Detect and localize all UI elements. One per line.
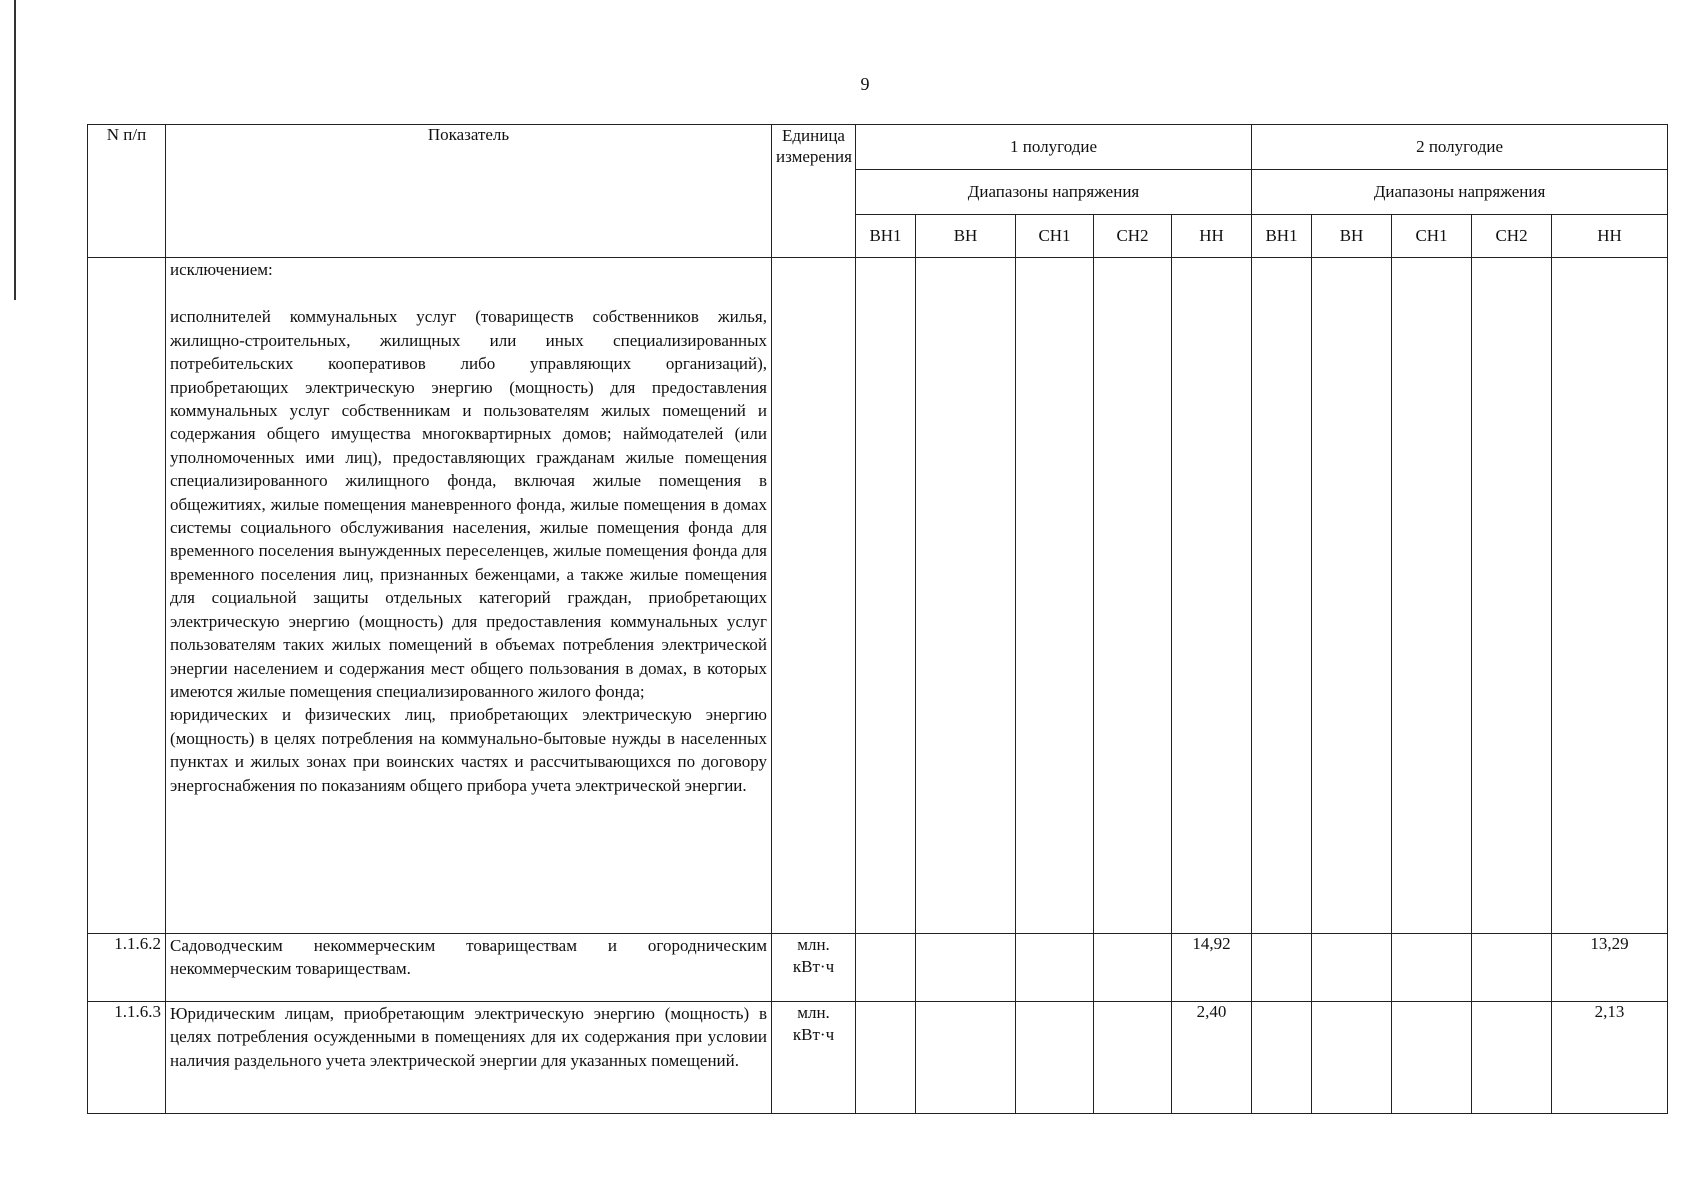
header-h2-nn: НН (1552, 215, 1668, 258)
header-num: N п/п (88, 125, 166, 258)
unit-cell (772, 934, 856, 1002)
table-row (88, 934, 1668, 1002)
value-cell (916, 258, 1016, 934)
header-h1-nn: НН (1172, 215, 1252, 258)
indicator-text-continued (166, 258, 772, 934)
unit-line-2: кВт·ч (792, 1025, 835, 1044)
table-row (88, 1002, 1668, 1114)
header-indicator: Показатель (166, 125, 772, 258)
header-range-2: Диапазоны напряжения (1252, 170, 1668, 215)
header-h2-sn2: СН2 (1472, 215, 1552, 258)
scan-edge-line (14, 0, 16, 300)
header-h2-vn1: ВН1 (1252, 215, 1312, 258)
unit-cell (772, 258, 856, 934)
value-cell (1392, 934, 1472, 1002)
value-cell (1472, 1002, 1552, 1114)
header-half-1: 1 полугодие (856, 125, 1252, 170)
value-cell (1016, 258, 1094, 934)
header-h1-sn2: СН2 (1094, 215, 1172, 258)
indicator-text: Юридическим лицам, приобретающим электрическую энергию (мощность) в целях потребления осужденными в помещениях для их содержания при условии наличия раздельного учета электрической энергии для указанных помещений. (166, 1002, 772, 1114)
table-row (88, 258, 1668, 934)
header-h1-vn1: ВН1 (856, 215, 916, 258)
row-num: 1.1.6.3 (88, 1002, 166, 1114)
header-h1-vn: ВН (916, 215, 1016, 258)
value-cell (1312, 258, 1392, 934)
unit-line-1: млн. (797, 1003, 830, 1022)
value-h2-nn: 2,13 (1552, 1002, 1668, 1114)
indicator-paragraph-1: исполнителей коммунальных услуг (товариществ собственников жилья, жилищно-строительных, жилищных или иных специализированных потребительских кооперативов либо управляющих организаций), приобретающих электрическую энергию (мощность) для предоставления коммунальных услуг собственникам и пользователям жилых помещений и содержания общего имущества многоквартирных домов; наймодателей (или уполномоченных ими лиц), предоставляющих гражданам жилые помещения специализированного жилищного фонда, включая жилые помещения в общежитиях, жилые помещения маневренного фонда, жилые помещения в домах системы социального обслуживания населения, жилые помещения фонда для временного поселения вынужденных переселенцев, жилые помещения фонда для временного поселения лиц, признанных беженцами, а также жилые помещения для социальной защиты отдельных категорий граждан, приобретающих электрическую энергию (мощность) для предоставления коммунальных услуг пользователям таких жилых помещений в объемах потребления электрической энергии населением и содержания мест общего пользования в домах, в которых имеются жилые помещения специализированного жилого фонда; (170, 307, 767, 701)
value-cell (1312, 934, 1392, 1002)
value-cell (1472, 258, 1552, 934)
value-cell (856, 934, 916, 1002)
value-cell (1252, 258, 1312, 934)
row-num-empty (88, 258, 166, 934)
value-cell (1252, 934, 1312, 1002)
header-h1-sn1: СН1 (1016, 215, 1094, 258)
value-cell (1472, 934, 1552, 1002)
value-cell (916, 1002, 1016, 1114)
indicator-intro: исключением: (170, 260, 273, 279)
indicator-text: Садоводческим некоммерческим товариществам и огородническим некоммерческим товариществам. (166, 934, 772, 1002)
tariff-table (87, 124, 1668, 1114)
value-h2-nn: 13,29 (1552, 934, 1668, 1002)
header-h2-vn: ВН (1312, 215, 1392, 258)
value-h1-nn: 2,40 (1172, 1002, 1252, 1114)
value-cell (1392, 1002, 1472, 1114)
unit-cell (772, 1002, 856, 1114)
value-cell (1094, 934, 1172, 1002)
value-cell (1392, 258, 1472, 934)
unit-line-2: кВт·ч (792, 957, 835, 976)
value-cell (1312, 1002, 1392, 1114)
page-number: 9 (860, 74, 870, 94)
header-row-1 (88, 125, 1668, 170)
header-h2-sn1: СН1 (1392, 215, 1472, 258)
value-cell (1016, 934, 1094, 1002)
value-cell (1172, 258, 1252, 934)
header-half-2: 2 полугодие (1252, 125, 1668, 170)
value-cell (1094, 1002, 1172, 1114)
header-range-1: Диапазоны напряжения (856, 170, 1252, 215)
value-cell (856, 258, 916, 934)
value-h1-nn: 14,92 (1172, 934, 1252, 1002)
value-cell (1016, 1002, 1094, 1114)
value-cell (856, 1002, 916, 1114)
value-cell (1094, 258, 1172, 934)
indicator-paragraph-2: юридических и физических лиц, приобретающих электрическую энергию (мощность) в целях потребления на коммунально-бытовые нужды в населенных пунктах и жилых зонах при воинских частях и рассчитывающихся по договору энергоснабжения по показаниям общего прибора учета электрической энергии. (170, 705, 767, 795)
row-num: 1.1.6.2 (88, 934, 166, 1002)
value-cell (1252, 1002, 1312, 1114)
value-cell (1552, 258, 1668, 934)
unit-line-1: млн. (797, 935, 830, 954)
header-unit: Единица измерения (772, 125, 856, 258)
value-cell (916, 934, 1016, 1002)
